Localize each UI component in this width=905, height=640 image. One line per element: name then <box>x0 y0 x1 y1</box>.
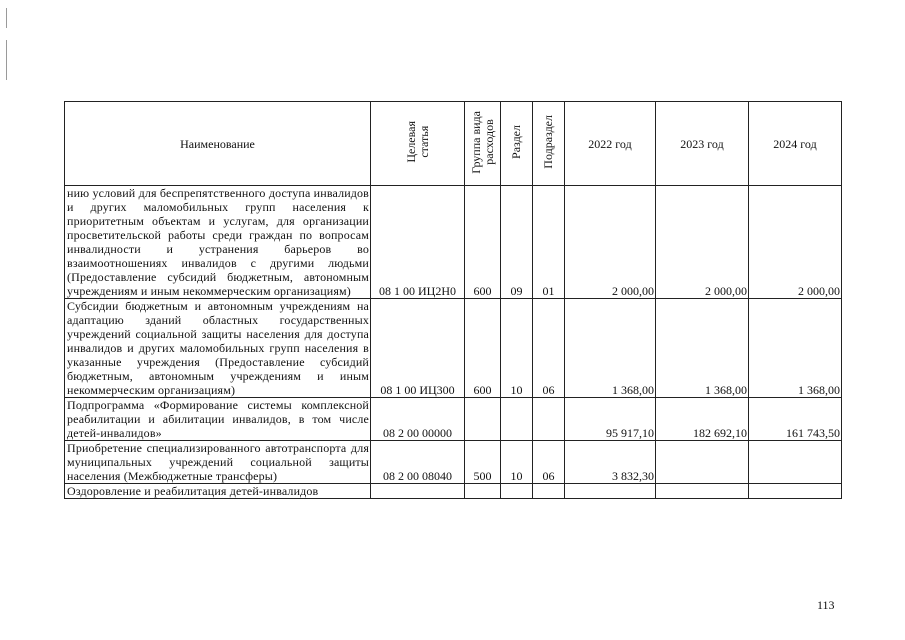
row-2022 <box>565 484 656 499</box>
row-2023 <box>656 441 749 484</box>
row-section <box>501 484 533 499</box>
row-2024 <box>749 441 842 484</box>
row-expense-group <box>465 484 501 499</box>
table-row <box>65 186 842 299</box>
row-subsection <box>533 484 565 499</box>
header-row <box>65 102 842 186</box>
header-2024: 2024 год <box>749 102 842 186</box>
row-subsection: 01 <box>533 186 565 299</box>
table-row <box>65 484 842 499</box>
table-row <box>65 299 842 398</box>
row-section: 10 <box>501 441 533 484</box>
budget-table <box>64 101 842 499</box>
row-2022: 1 368,00 <box>565 299 656 398</box>
row-subsection: 06 <box>533 299 565 398</box>
table-row <box>65 441 842 484</box>
row-2024: 161 743,50 <box>749 398 842 441</box>
row-name: Приобретение специализированного автотранспорта для муниципальных учреждений социальной защиты населения (Межбюджетные трансферы) <box>65 441 371 484</box>
row-2024: 2 000,00 <box>749 186 842 299</box>
row-expense-group: 600 <box>465 299 501 398</box>
table-row <box>65 398 842 441</box>
row-subsection: 06 <box>533 441 565 484</box>
header-section: Раздел <box>501 102 533 186</box>
page-number: 113 <box>817 598 835 612</box>
row-name: Оздоровление и реабилитация детей-инвалидов <box>65 484 371 499</box>
row-2024: 1 368,00 <box>749 299 842 398</box>
row-subsection <box>533 398 565 441</box>
row-2022: 3 832,30 <box>565 441 656 484</box>
header-2022: 2022 год <box>565 102 656 186</box>
row-expense-group: 600 <box>465 186 501 299</box>
header-subsection: Подраздел <box>533 102 565 186</box>
row-target-article <box>371 484 465 499</box>
row-section: 09 <box>501 186 533 299</box>
row-expense-group <box>465 398 501 441</box>
row-name: нию условий для беспрепятственного доступа инвалидов и других маломобильных групп населения к приоритетным объектам и услугам, для организации просветительской работы среди граждан по вопросам инвалидности и устранения барьеров во взаимоотношениях инвалидов с другими людьми (Предоставление субсидий бюджетным, автономным учреждениям и иным некоммерческим организациям) <box>65 186 371 299</box>
row-2023: 182 692,10 <box>656 398 749 441</box>
header-name: Наименование <box>65 102 371 186</box>
row-section <box>501 398 533 441</box>
header-2023: 2023 год <box>656 102 749 186</box>
row-2023: 1 368,00 <box>656 299 749 398</box>
row-target-article: 08 1 00 ИЦ300 <box>371 299 465 398</box>
header-target-article: Целевая статья <box>371 102 465 186</box>
row-expense-group: 500 <box>465 441 501 484</box>
row-2023: 2 000,00 <box>656 186 749 299</box>
row-2022: 2 000,00 <box>565 186 656 299</box>
row-name: Субсидии бюджетным и автономным учреждениям на адаптацию зданий областных государственных учреждений социальной защиты населения для доступа инвалидов и других маломобильных групп населения в указанные учреждения (Предоставление субсидий бюджетным, автономным учреждениям и иным некоммерческим организациям) <box>65 299 371 398</box>
row-2023 <box>656 484 749 499</box>
row-target-article: 08 2 00 00000 <box>371 398 465 441</box>
row-name: Подпрограмма «Формирование системы комплексной реабилитации и абилитации инвалидов, в том числе детей-инвалидов» <box>65 398 371 441</box>
row-target-article: 08 2 00 08040 <box>371 441 465 484</box>
row-2022: 95 917,10 <box>565 398 656 441</box>
header-expense-group: Группа вида расходов <box>465 102 501 186</box>
row-target-article: 08 1 00 ИЦ2Н0 <box>371 186 465 299</box>
row-2024 <box>749 484 842 499</box>
row-section: 10 <box>501 299 533 398</box>
